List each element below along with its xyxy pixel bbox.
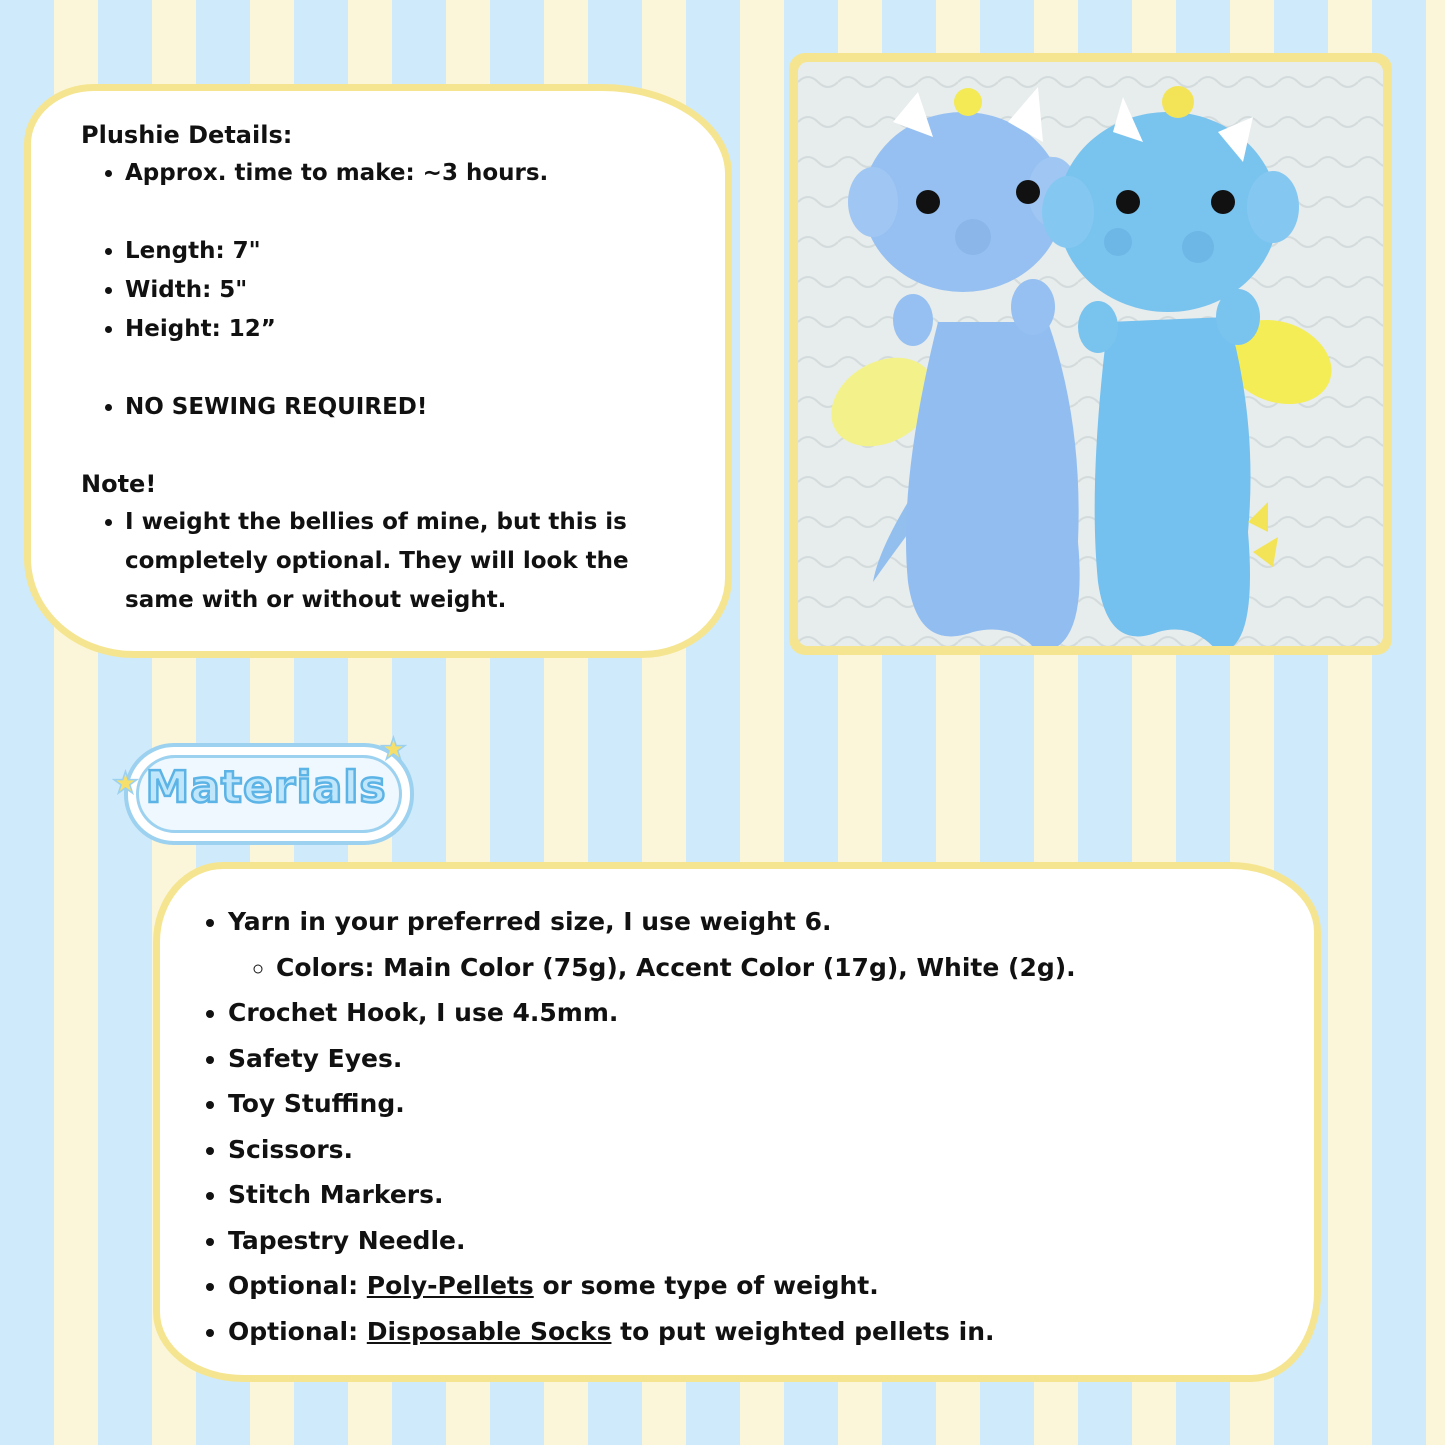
materials-title: Materials <box>145 762 387 813</box>
star-icon: ★ <box>112 766 139 801</box>
plushie-photo <box>798 62 1383 646</box>
plushie-photo-frame <box>789 53 1392 655</box>
star-icon: ★ <box>380 732 407 767</box>
yarn-sublist <box>228 945 1284 991</box>
materials-card <box>153 862 1321 1382</box>
sewing-list <box>81 388 705 427</box>
detail-width: • Width: 5" <box>125 271 705 310</box>
material-scissors: • Scissors. <box>228 1127 1284 1173</box>
material-optional-pellets: • Optional: Poly-Pellets or some type of weight. <box>228 1263 1284 1309</box>
detail-length: • Length: 7" <box>125 232 705 271</box>
detail-time: • Approx. time to make: ~3 hours. <box>125 154 705 193</box>
dragon-plushies-illustration <box>798 62 1383 646</box>
material-optional-socks: • Optional: Disposable Socks to put weighted pellets in. <box>228 1309 1284 1355</box>
dimensions-list <box>81 232 705 349</box>
note-heading: Note! <box>81 470 157 499</box>
materials-list <box>198 899 1284 1354</box>
material-yarn: • Yarn in your preferred size, I use weight 6. ◦ Colors: Main Color (75g), Accent Color (17g), White (2g). <box>228 899 1284 990</box>
detail-height: • Height: 12” <box>125 310 705 349</box>
material-eyes: • Safety Eyes. <box>228 1036 1284 1082</box>
note-text: • I weight the bellies of mine, but this is completely optional. They will look the same with or without weight. <box>125 503 705 620</box>
material-needle: • Tapestry Needle. <box>228 1218 1284 1264</box>
detail-no-sewing: • NO SEWING REQUIRED! <box>125 388 705 427</box>
material-stitch-markers: • Stitch Markers. <box>228 1172 1284 1218</box>
details-list <box>81 154 705 193</box>
materials-badge <box>110 730 422 854</box>
plushie-details-card <box>24 84 732 658</box>
details-heading: Plushie Details: <box>81 121 293 149</box>
material-stuffing: • Toy Stuffing. <box>228 1081 1284 1127</box>
material-hook: • Crochet Hook, I use 4.5mm. <box>228 990 1284 1036</box>
poly-pellets-link[interactable]: Poly-Pellets <box>366 1271 534 1300</box>
material-colors: ◦ Colors: Main Color (75g), Accent Color (17g), White (2g). <box>276 945 1284 991</box>
disposable-socks-link[interactable]: Disposable Socks <box>366 1316 612 1346</box>
note-list <box>81 503 705 620</box>
